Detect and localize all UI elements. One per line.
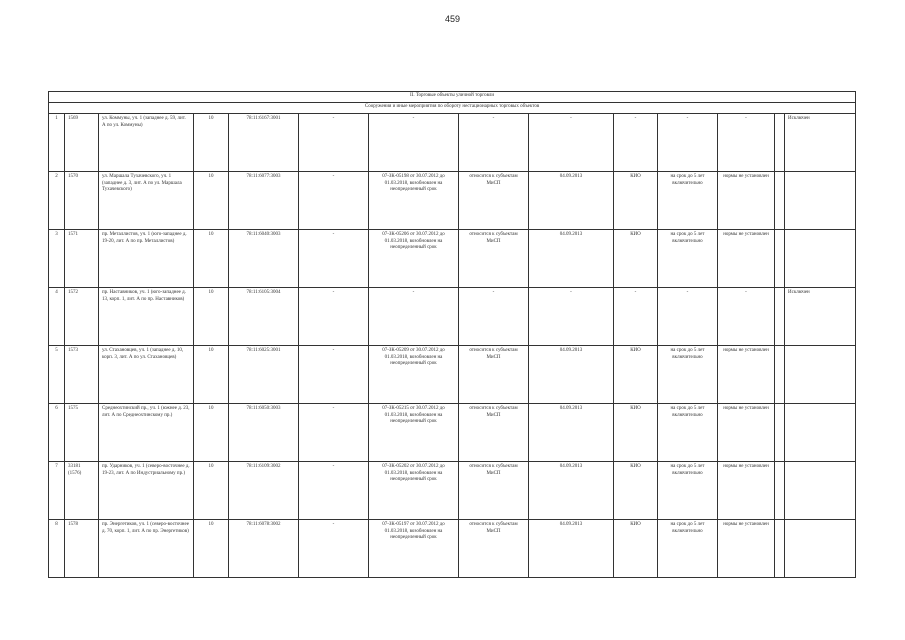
cell-area: 10	[194, 520, 229, 578]
cell-norm: нормы не установлен	[718, 520, 775, 578]
table-row	[49, 230, 856, 288]
cell-date: 04.09.2013	[529, 172, 614, 230]
cell-row-number: 4	[49, 288, 65, 346]
cell-norm: нормы не установлен	[718, 462, 775, 520]
cell-business-category: относится к субъектам МиСП	[459, 462, 529, 520]
cell-area: 10	[194, 172, 229, 230]
cell-cadastral-number: 78:11:6109:3002	[229, 462, 299, 520]
cell-note	[785, 346, 856, 404]
cell-cadastral-number: 78:11:6167:3001	[229, 114, 299, 172]
cell-column-6: -	[299, 114, 369, 172]
cell-cadastral-number: 78:11:6077:3003	[229, 172, 299, 230]
cell-object-id: 33181 (1576)	[65, 462, 99, 520]
cell-row-number: 6	[49, 404, 65, 462]
cell-column-6: -	[299, 230, 369, 288]
cell-area: 10	[194, 230, 229, 288]
cell-note	[785, 520, 856, 578]
cell-area: 10	[194, 462, 229, 520]
cell-date: 04.09.2013	[529, 520, 614, 578]
cell-object-id: 1575	[65, 404, 99, 462]
table-row	[49, 404, 856, 462]
table-row	[49, 462, 856, 520]
cell-note	[785, 230, 856, 288]
cell-object-id: 1578	[65, 520, 99, 578]
cell-row-number: 2	[49, 172, 65, 230]
cell-permit-info: -	[369, 114, 459, 172]
cell-row-number: 1	[49, 114, 65, 172]
cell-permit-info: 07-ЗК-05209 от 30.07.2012 до 01.03.2018, возобновлен на неопределенный срок	[369, 346, 459, 404]
cell-permit-info: 07-ЗК-05197 от 30.07.2012 до 01.03.2018, возобновлен на неопределенный срок	[369, 520, 459, 578]
cell-note	[785, 404, 856, 462]
cell-empty-cell	[775, 520, 785, 578]
subsection-header-row	[49, 103, 856, 114]
cell-owner: КИО	[614, 230, 658, 288]
cell-column-6: -	[299, 172, 369, 230]
cell-date: 04.09.2013	[529, 404, 614, 462]
cell-address: пр. Металлистов, уч. 1 (юго-западнее д. 19-20, лит. А по пр. Металлистов)	[99, 230, 194, 288]
cell-term: на срок до 5 лет включительно	[658, 172, 718, 230]
table-row	[49, 114, 856, 172]
cell-owner: КИО	[614, 462, 658, 520]
cell-address: ул. Маршала Тухачевского, уч. 1 (западнее д. 3, лит. А по ул. Маршала Тухачевского)	[99, 172, 194, 230]
cell-business-category: относится к субъектам МиСП	[459, 520, 529, 578]
cell-cadastral-number: 78:11:6050:3003	[229, 404, 299, 462]
cell-date: 04.09.2013	[529, 230, 614, 288]
cell-object-id: 1573	[65, 346, 99, 404]
cell-cadastral-number: 78:11:6105:3004	[229, 288, 299, 346]
cell-owner: КИО	[614, 172, 658, 230]
page-number: 459	[444, 14, 461, 24]
cell-term: -	[658, 114, 718, 172]
cell-empty-cell	[775, 114, 785, 172]
cell-row-number: 3	[49, 230, 65, 288]
cell-empty-cell	[775, 288, 785, 346]
cell-norm: нормы не установлен	[718, 404, 775, 462]
section-title: II. Торговые объекты уличной торговли	[49, 92, 856, 103]
section-header-row	[49, 92, 856, 103]
cell-area: 10	[194, 114, 229, 172]
cell-note: Исключен	[785, 288, 856, 346]
cell-norm: нормы не установлен	[718, 346, 775, 404]
cell-cadastral-number: 78:11:6078:3002	[229, 520, 299, 578]
cell-object-id: 1572	[65, 288, 99, 346]
cell-empty-cell	[775, 230, 785, 288]
cell-business-category: относится к субъектам МиСП	[459, 404, 529, 462]
table-row	[49, 346, 856, 404]
cell-date: 04.09.2013	[529, 462, 614, 520]
cell-date: -	[529, 288, 614, 346]
cell-row-number: 8	[49, 520, 65, 578]
cell-empty-cell	[775, 404, 785, 462]
cell-empty-cell	[775, 346, 785, 404]
cell-column-6: -	[299, 520, 369, 578]
cell-area: 10	[194, 404, 229, 462]
cell-column-6: -	[299, 288, 369, 346]
cell-address: пр. Ударников, уч. 1 (северо-восточнее д. 19-23, лит. А по Индустриальному пр.)	[99, 462, 194, 520]
cell-note	[785, 462, 856, 520]
cell-norm: -	[718, 288, 775, 346]
table-row	[49, 520, 856, 578]
subsection-title: Сооружения и иные мероприятия по обороту нестационарных торговых объектов	[49, 103, 856, 114]
cell-business-category: -	[459, 288, 529, 346]
cell-address: ул. Коммуны, уч. 1 (западнее д. 59, лит. А по ул. Коммуны)	[99, 114, 194, 172]
table-row	[49, 172, 856, 230]
cell-owner: КИО	[614, 404, 658, 462]
cell-term: на срок до 5 лет включительно	[658, 520, 718, 578]
cell-address: пр. Энергетиков, уч. 1 (северо-восточнее д. 70, корп. 1, лит. А по пр. Энергетиков)	[99, 520, 194, 578]
cell-norm: -	[718, 114, 775, 172]
cell-business-category: -	[459, 114, 529, 172]
cell-column-6: -	[299, 346, 369, 404]
cell-date: -	[529, 114, 614, 172]
cell-column-6: -	[299, 462, 369, 520]
cell-owner: КИО	[614, 520, 658, 578]
cell-note: Исключен	[785, 114, 856, 172]
cell-cadastral-number: 78:11:6040:3003	[229, 230, 299, 288]
cell-permit-info: 07-ЗК-05202 от 30.07.2012 до 01.03.2018, возобновлен на неопределенный срок	[369, 462, 459, 520]
cell-date: 04.09.2013	[529, 346, 614, 404]
cell-cadastral-number: 78:11:6025:3001	[229, 346, 299, 404]
cell-term: -	[658, 288, 718, 346]
cell-address: Среднеохтинский пр., уч. 1 (южнее д. 23, лит. А по Среднеохтинскому пр.)	[99, 404, 194, 462]
cell-column-6: -	[299, 404, 369, 462]
cell-area: 10	[194, 346, 229, 404]
cell-permit-info: 07-ЗК-05206 от 30.07.2012 до 01.03.2018, возобновлен на неопределенный срок	[369, 230, 459, 288]
trading-objects-table	[48, 91, 856, 578]
cell-empty-cell	[775, 172, 785, 230]
cell-owner: -	[614, 288, 658, 346]
cell-area: 10	[194, 288, 229, 346]
cell-empty-cell	[775, 462, 785, 520]
cell-object-id: 1570	[65, 172, 99, 230]
cell-permit-info: 07-ЗК-05215 от 30.07.2012 до 01.03.2018, возобновлен на неопределенный срок	[369, 404, 459, 462]
cell-address: ул. Стахановцев, уч. 1 (западнее д. 10, корп. 3, лит. А по ул. Стахановцев)	[99, 346, 194, 404]
cell-owner: КИО	[614, 346, 658, 404]
cell-business-category: относится к субъектам МиСП	[459, 230, 529, 288]
cell-owner: -	[614, 114, 658, 172]
cell-term: на срок до 5 лет включительно	[658, 346, 718, 404]
cell-permit-info: -	[369, 288, 459, 346]
cell-term: на срок до 5 лет включительно	[658, 462, 718, 520]
cell-row-number: 7	[49, 462, 65, 520]
cell-business-category: относится к субъектам МиСП	[459, 172, 529, 230]
cell-term: на срок до 5 лет включительно	[658, 230, 718, 288]
cell-object-id: 1569	[65, 114, 99, 172]
cell-address: пр. Наставников, уч. 1 (юго-западнее д. 13, корп. 1, лит. А по пр. Наставников)	[99, 288, 194, 346]
cell-business-category: относится к субъектам МиСП	[459, 346, 529, 404]
cell-row-number: 5	[49, 346, 65, 404]
cell-term: на срок до 5 лет включительно	[658, 404, 718, 462]
cell-permit-info: 07-ЗК-05198 от 30.07.2012 до 01.03.2018, возобновлен на неопределенный срок	[369, 172, 459, 230]
table-row	[49, 288, 856, 346]
cell-object-id: 1571	[65, 230, 99, 288]
cell-norm: нормы не установлен	[718, 230, 775, 288]
cell-norm: нормы не установлен	[718, 172, 775, 230]
cell-note	[785, 172, 856, 230]
